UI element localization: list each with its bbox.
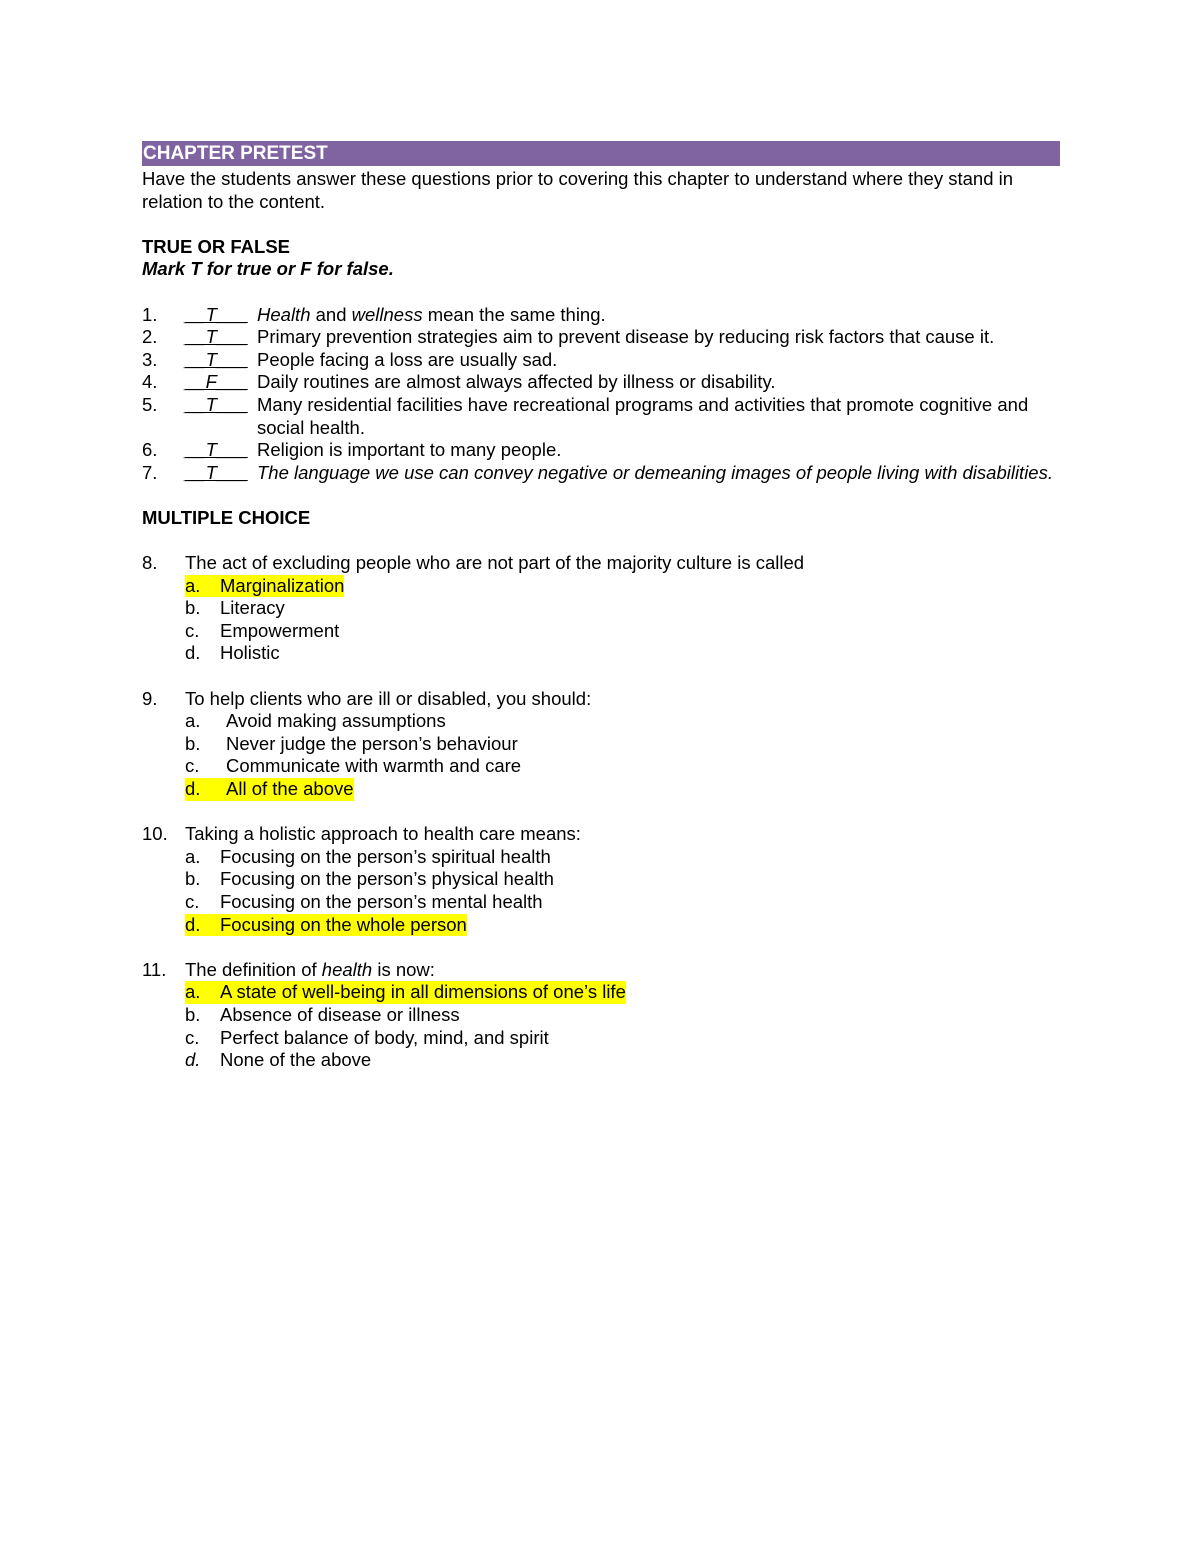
tf-answer: __T___: [185, 326, 248, 348]
mc-question-number: 9.: [142, 687, 158, 709]
chapter-pretest-banner: [142, 141, 1060, 166]
mc-question-9: [142, 688, 1060, 801]
mc-question-text-post: is now:: [372, 958, 435, 980]
mc-question-term-health: health: [321, 958, 373, 980]
mc-question-number: 10.: [142, 823, 168, 845]
tf-term-wellness: wellness: [351, 303, 423, 325]
mc-option-letter: d.: [185, 1049, 201, 1071]
mc-option: [142, 1027, 1060, 1050]
mc-option-text: None of the above: [220, 1049, 372, 1071]
tf-term-health: Health: [257, 303, 311, 325]
mc-option-letter: d.: [185, 778, 201, 800]
intro-paragraph: Have the students answer these questions prior to covering this chapter to understand where they stand in relation to the content.: [142, 168, 1014, 212]
mc-option-text: Absence of disease or illness: [220, 1003, 460, 1025]
mc-option: [142, 981, 1060, 1004]
mc-option-letter: b.: [185, 1003, 201, 1025]
tf-item-1: [142, 304, 1060, 327]
mc-question-number: 8.: [142, 552, 158, 574]
mc-option-highlight: [185, 981, 626, 1004]
tf-statement: Religion is important to many people.: [257, 439, 562, 461]
tf-statement: Many residential facilities have recreational programs and activities that promote cognitive and social health.: [257, 393, 1029, 438]
mc-question-text: To help clients who are ill or disabled, you should:: [185, 687, 592, 709]
mc-option-highlight: [185, 778, 354, 801]
true-false-heading: TRUE OR FALSE: [142, 235, 291, 257]
tf-statement: Daily routines are almost always affected by illness or disability.: [257, 371, 776, 393]
mc-option: [142, 891, 1060, 914]
mc-question-text: Taking a holistic approach to health care means:: [185, 823, 581, 845]
tf-item-number: 1.: [142, 303, 158, 325]
mc-option-letter: a.: [185, 574, 201, 596]
mc-option: [142, 1004, 1060, 1027]
mc-option: [142, 710, 1060, 733]
tf-statement: The language we use can convey negative or demeaning images of people living with disabilities.: [257, 461, 1053, 483]
mc-option: [142, 755, 1060, 778]
mc-option: [142, 597, 1060, 620]
tf-text: mean the same thing.: [422, 303, 606, 325]
tf-answer: __T___: [185, 348, 248, 370]
tf-answer: __T___: [185, 303, 248, 325]
tf-item-number: 6.: [142, 439, 158, 461]
tf-item-number: 3.: [142, 348, 158, 370]
mc-question-number: 11.: [142, 958, 167, 980]
mc-option-text: Never judge the person’s behaviour: [226, 732, 518, 754]
mc-option: [142, 846, 1060, 869]
mc-option-letter: a.: [185, 845, 201, 867]
true-false-list: [142, 304, 1060, 485]
mc-option: [142, 620, 1060, 643]
mc-option: [142, 778, 1060, 801]
mc-option-text: All of the above: [226, 778, 354, 800]
tf-item-4: [142, 371, 1060, 394]
mc-option-letter: d.: [185, 913, 201, 935]
tf-answer: __T___: [185, 439, 248, 461]
document-page: [142, 141, 1060, 1072]
tf-answer: __T___: [185, 393, 248, 415]
mc-option-text: Perfect balance of body, mind, and spirit: [220, 1026, 549, 1048]
tf-item-number: 2.: [142, 326, 158, 348]
mc-option-letter: c.: [185, 619, 200, 641]
mc-option-text: Avoid making assumptions: [226, 710, 446, 732]
mc-option-highlight: [185, 575, 344, 598]
mc-question-11: [142, 959, 1060, 1072]
mc-question-10: [142, 823, 1060, 936]
mc-option-text: A state of well-being in all dimensions of one’s life: [220, 981, 626, 1003]
mc-option: [142, 642, 1060, 665]
tf-item-3: [142, 349, 1060, 372]
tf-item-number: 4.: [142, 371, 158, 393]
true-false-instruction: Mark T for true or F for false.: [142, 258, 394, 280]
mc-option-letter: b.: [185, 732, 201, 754]
mc-option-letter: c.: [185, 891, 200, 912]
mc-option: [142, 733, 1060, 756]
mc-option-text: Holistic: [220, 642, 280, 664]
mc-option-letter: a.: [185, 981, 201, 1003]
mc-option: [142, 868, 1060, 891]
mc-option: [142, 575, 1060, 598]
mc-option-text: Communicate with warmth and care: [226, 755, 522, 777]
mc-option: [142, 914, 1060, 937]
mc-option-highlight: [185, 914, 467, 937]
mc-option: [142, 1049, 1060, 1072]
mc-option-text: Focusing on the person’s mental health: [220, 891, 543, 912]
multiple-choice-heading: MULTIPLE CHOICE: [142, 506, 311, 528]
mc-option-letter: b.: [185, 597, 201, 619]
mc-option-letter: c.: [185, 1026, 200, 1048]
mc-option-text: Focusing on the person’s spiritual health: [220, 845, 551, 867]
mc-question-text: The act of excluding people who are not part of the majority culture is called: [185, 552, 805, 574]
tf-item-2: [142, 326, 1060, 349]
mc-option-text: Focusing on the person’s physical health: [220, 868, 554, 890]
mc-option-text: Empowerment: [220, 619, 340, 641]
tf-statement: [257, 304, 1060, 327]
tf-item-6: [142, 439, 1060, 462]
mc-option-letter: d.: [185, 642, 201, 664]
tf-statement: People facing a loss are usually sad.: [257, 348, 558, 370]
banner-title: CHAPTER PRETEST: [143, 143, 328, 164]
tf-item-5: [142, 394, 1060, 439]
tf-statement: Primary prevention strategies aim to prevent disease by reducing risk factors that cause it.: [257, 326, 995, 348]
mc-option-letter: a.: [185, 710, 201, 732]
mc-option-text: Marginalization: [220, 574, 345, 596]
mc-question-text-pre: The definition of: [185, 958, 322, 980]
tf-answer: __F___: [185, 371, 248, 393]
tf-item-number: 5.: [142, 393, 158, 415]
tf-answer: __T___: [185, 461, 248, 483]
mc-option-text: Focusing on the whole person: [220, 913, 467, 935]
tf-connector: and: [310, 303, 352, 325]
mc-question-8: [142, 552, 1060, 665]
mc-option-letter: c.: [185, 755, 200, 777]
tf-item-number: 7.: [142, 461, 158, 483]
tf-item-7: [142, 462, 1060, 485]
mc-question-text: [185, 959, 435, 982]
mc-option-letter: b.: [185, 868, 201, 890]
mc-option-text: Literacy: [220, 597, 285, 619]
